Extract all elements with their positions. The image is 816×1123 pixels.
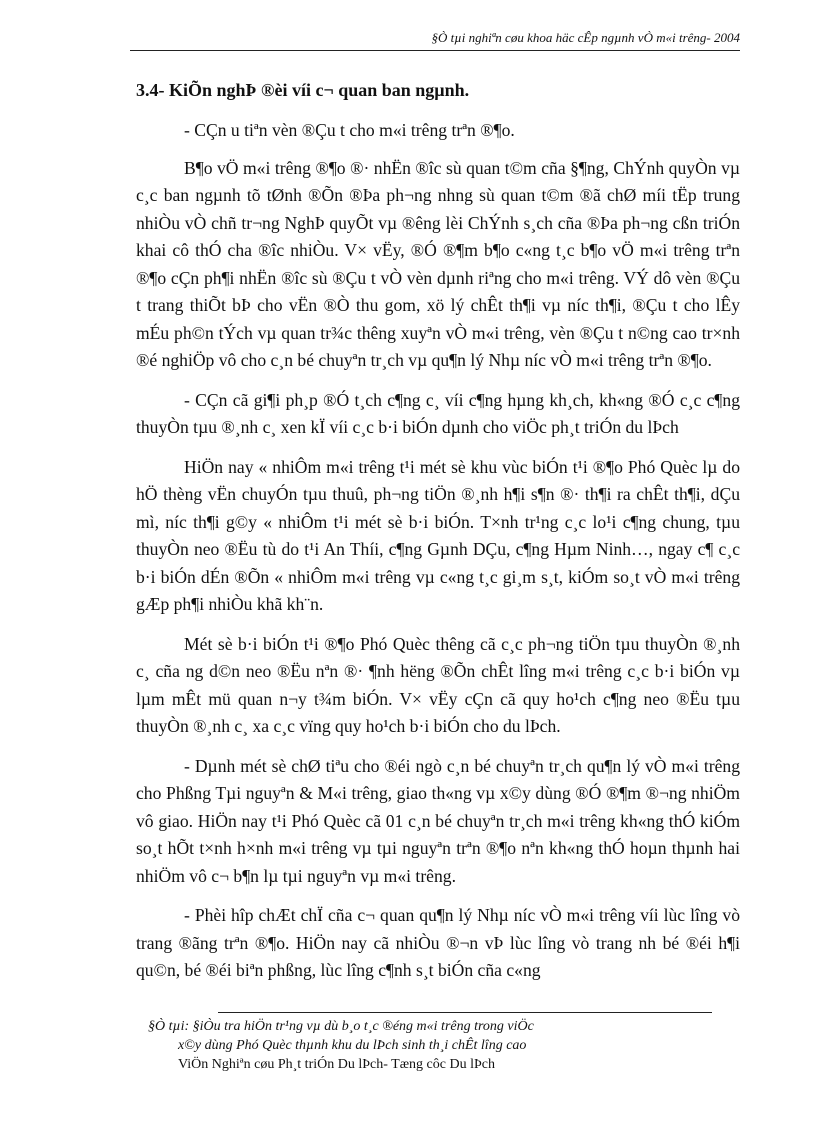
paragraph-funding-detail: B¶o vÖ m«i trêng ®¶o ®· nhËn ®îc sù quan t©m cña §¶ng, ChÝnh quyÒn vµ c¸c ban ngµnh tõ tØnh ®Õn ®Þa ph¬ng nhng sù quan t©m ®ã chØ míi tËp trung nhiÒu vÒ chñ tr¬ng NghÞ quyÕt vµ ®êng lèi ChÝnh s¸ch cña ®Þa ph¬ng cßn triÓn khai cô thÓ cha ®îc nhiÒu. V× vËy, ®Ó ®¶m b¶o c«ng t¸c b¶o vÖ m«i trêng trªn ®¶o cÇn ph¶i nhËn ®îc sù ®Çu t vÒ vèn dµnh riªng cho m«i trêng. VÝ dô vèn ®Çu t trang thiÕt bÞ cho vËn ®Ò thu gom, xö lý chÊt th¶i vµ níc th¶i, ®Çu t cho lÊy mÉu ph©n tÝch vµ quan tr¾c thêng xuyªn vÒ m«i trêng, vèn ®Çu t n©ng cao tr×nh ®é nghiÖp vô cho c¸n bé chuyªn tr¸ch vµ qu¶n lý Nhµ níc vÒ m«i trêng trªn ®¶o. bbox=[136, 157, 740, 370]
footnote bbox=[148, 1017, 648, 1074]
body-text bbox=[136, 117, 740, 997]
footnote-institute: ViÖn Nghiªn cøu Ph¸t triÓn Du lÞch- Tæng côc Du lÞch bbox=[178, 1057, 495, 1072]
paragraph-recommendation-port-separation: - CÇn cã gi¶i ph¸p ®Ó t¸ch c¶ng c¸ víi c¶ng hµng kh¸ch, kh«ng ®Ó c¸c c¶ng thuyÒn tµu ®¸nh c¸ xen kÏ víi c¸c b·i biÓn dµnh cho viÖc ph¸t triÓn du lÞch bbox=[136, 389, 740, 437]
header-divider bbox=[130, 50, 740, 51]
footnote-project-subtitle: x©y dùng Phó Quèc thµnh khu du lÞch sinh th¸i chÊt lîng cao bbox=[178, 1038, 527, 1053]
paragraph-pollution-status: HiÖn nay « nhiÔm m«i trêng t¹i mét sè khu vùc biÓn t¹i ®¶o Phó Quèc lµ do hÖ thèng vËn chuyÓn tµu thuû, ph¬ng tiÖn ®¸nh h¶i s¶n ®· th¶i ra chÊt th¶i, dÇu mì, níc th¶i g©y « nhiÔm t¹i mét sè b·i biÓn. T×nh tr¹ng c¸c lo¹i c¶ng chung, tµu thuyÒn neo ®Ëu tù do t¹i An Thíi, c¶ng Gµnh DÇu, c¶ng Hµm Ninh…, ngay c¶ c¸c b·i biÓn dÉn ®Õn « nhiÔm m«i trêng vµ c«ng t¸c gi¸m s¸t, kiÓm so¸t vÒ m«i trêng gÆp ph¶i nhiÒu khã kh¨n. bbox=[136, 456, 740, 614]
paragraph-beach-impact: Mét sè b·i biÓn t¹i ®¶o Phó Quèc thêng cã c¸c ph¬ng tiÖn tµu thuyÒn ®¸nh c¸ cña ng d©n neo ®Ëu nªn ®· ¶nh hëng ®Õn chÊt lîng m«i trêng c¸c b·i biÓn vµ lµm mÊt mü quan n¬y t¾m biÓn. V× vËy cÇn cã quy ho¹ch c¶ng neo ®Ëu tµu thuyÒn ®¸nh c¸ xa c¸c vïng quy ho¹ch b·i biÓn cho du lÞch. bbox=[136, 633, 740, 736]
paragraph-recommendation-coordination: - Phèi hîp chÆt chÏ cña c¬ quan qu¶n lý Nhµ níc vÒ m«i trêng víi lùc lîng vò trang ®ãng trªn ®¶o. HiÖn nay cã nhiÒu ®¬n vÞ lùc lîng vò trang nh bé ®éi h¶i qu©n, bé ®éi biªn phßng, lùc lîng c¶nh s¸t biÓn cña c«ng bbox=[136, 905, 740, 980]
section-heading: 3.4- KiÕn nghÞ ®èi víi c¬ quan ban ngµnh. bbox=[136, 80, 470, 100]
footnote-project-title: §Ò tµi: §iÒu tra hiÖn tr¹ng vµ dù b¸o t¸c ®éng m«i trêng trong viÖc bbox=[148, 1019, 534, 1034]
paragraph-recommendation-staffing: - Dµnh mét sè chØ tiªu cho ®éi ngò c¸n bé chuyªn tr¸ch qu¶n lý vÒ m«i trêng cho Phßng Tµi nguyªn & M«i trêng, giao th«ng vµ x©y dùng ®Ó ®¶m ®¬ng nhiÖm vô giao. HiÖn nay t¹i Phó Quèc cã 01 c¸n bé chuyªn tr¸ch m«i trêng kh«ng thÓ kiÓm so¸t hÕt t×nh h×nh m«i trêng vµ tµi nguyªn trªn ®¶o nªn kh«ng thÓ hoµn thµnh hai nhiÖm vô c¬ b¶n lµ tµi nguyªn vµ m«i trêng. bbox=[136, 755, 740, 886]
running-header: §Ò tµi nghiªn cøu khoa häc cÊp ngµnh vÒ m«i trêng- 2004 bbox=[431, 30, 740, 45]
footnote-divider bbox=[218, 1012, 712, 1013]
paragraph-recommendation-funding: - CÇn u tiªn vèn ®Çu t cho m«i trêng trªn ®¶o. bbox=[184, 120, 515, 140]
